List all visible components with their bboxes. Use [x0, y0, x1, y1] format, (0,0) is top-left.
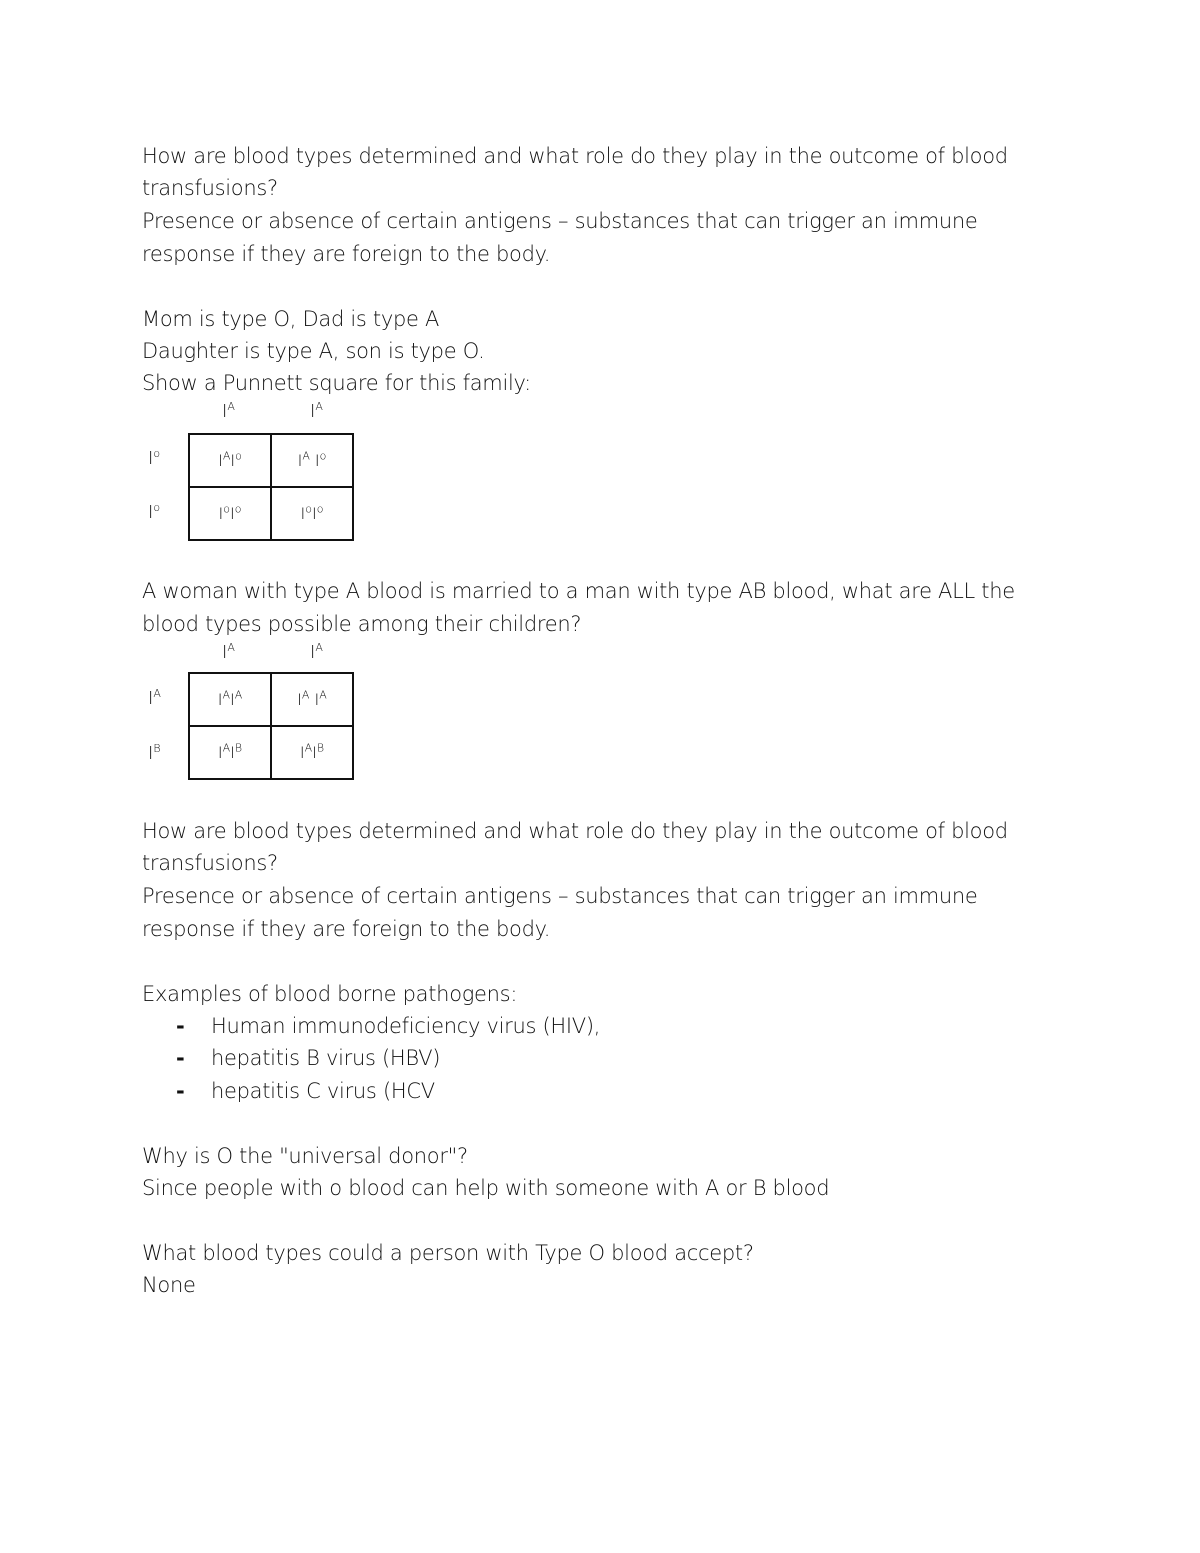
punnett2-row-header: $I^A$ — [148, 687, 161, 709]
punnett2-cell: $I^AI^A$ — [189, 673, 271, 726]
section3-answer-line2: response if they are foreign to the body. — [142, 917, 551, 941]
section3-question-line1: How are blood types determined and what role do they play in the outcome of blood — [142, 819, 1008, 843]
punnett1-row-header: $I^o$ — [148, 501, 161, 523]
punnett2-row-header: $I^B$ — [148, 742, 161, 764]
punnett2-cell: $I^AI^B$ — [189, 726, 271, 779]
accept-answer: None — [142, 1273, 196, 1297]
pathogens-heading: Examples of blood borne pathogens: — [142, 982, 518, 1006]
list-item: hepatitis B virus (HBV) — [211, 1046, 441, 1070]
punnett-square-2 — [188, 672, 354, 780]
section2-question-line1: A woman with type A blood is married to a man with type AB blood, what are ALL the — [142, 579, 1015, 603]
section1-answer-line1: Presence or absence of certain antigens – substances that can trigger an immune — [142, 209, 978, 233]
punnett1-row-header: $I^o$ — [148, 447, 161, 469]
punnett2-col-header: $I^A$ — [222, 641, 235, 663]
section2-question-line2: blood types possible among their children? — [142, 612, 582, 636]
universal-question: Why is O the "universal donor"? — [142, 1144, 468, 1168]
punnett1-col-header: $I^A$ — [222, 400, 235, 422]
section1-answer-line2: response if they are foreign to the body. — [142, 242, 551, 266]
list-bullet: - — [176, 1079, 185, 1103]
punnett2-cell: $I^AI^B$ — [271, 726, 353, 779]
punnett2-col-header: $I^A$ — [310, 641, 323, 663]
list-bullet: - — [176, 1046, 185, 1070]
punnett-square-1 — [188, 433, 354, 541]
family-line1: Mom is type O, Dad is type A — [142, 307, 440, 331]
section1-question-line1: How are blood types determined and what role do they play in the outcome of blood — [142, 144, 1008, 168]
punnett1-cell: $I^AI^o$ — [189, 434, 271, 487]
punnett1-cell: $I^oI^o$ — [189, 487, 271, 540]
punnett1-col-header: $I^A$ — [310, 400, 323, 422]
universal-answer: Since people with o blood can help with someone with A or B blood — [142, 1176, 830, 1200]
section3-question-line2: transfusions? — [142, 851, 278, 875]
list-item: hepatitis C virus (HCV — [211, 1079, 435, 1103]
list-bullet: - — [176, 1014, 185, 1038]
punnett1-cell: $I^A$ $I^o$ — [271, 434, 353, 487]
section1-question-line2: transfusions? — [142, 176, 278, 200]
list-item: Human immunodeficiency virus (HIV), — [211, 1014, 601, 1038]
family-line2: Daughter is type A, son is type O. — [142, 339, 485, 363]
punnett2-cell: $I^A$ $I^A$ — [271, 673, 353, 726]
accept-question: What blood types could a person with Type O blood accept? — [142, 1241, 754, 1265]
family-line3: Show a Punnett square for this family: — [142, 371, 531, 395]
section3-answer-line1: Presence or absence of certain antigens – substances that can trigger an immune — [142, 884, 978, 908]
punnett1-cell: $I^oI^o$ — [271, 487, 353, 540]
